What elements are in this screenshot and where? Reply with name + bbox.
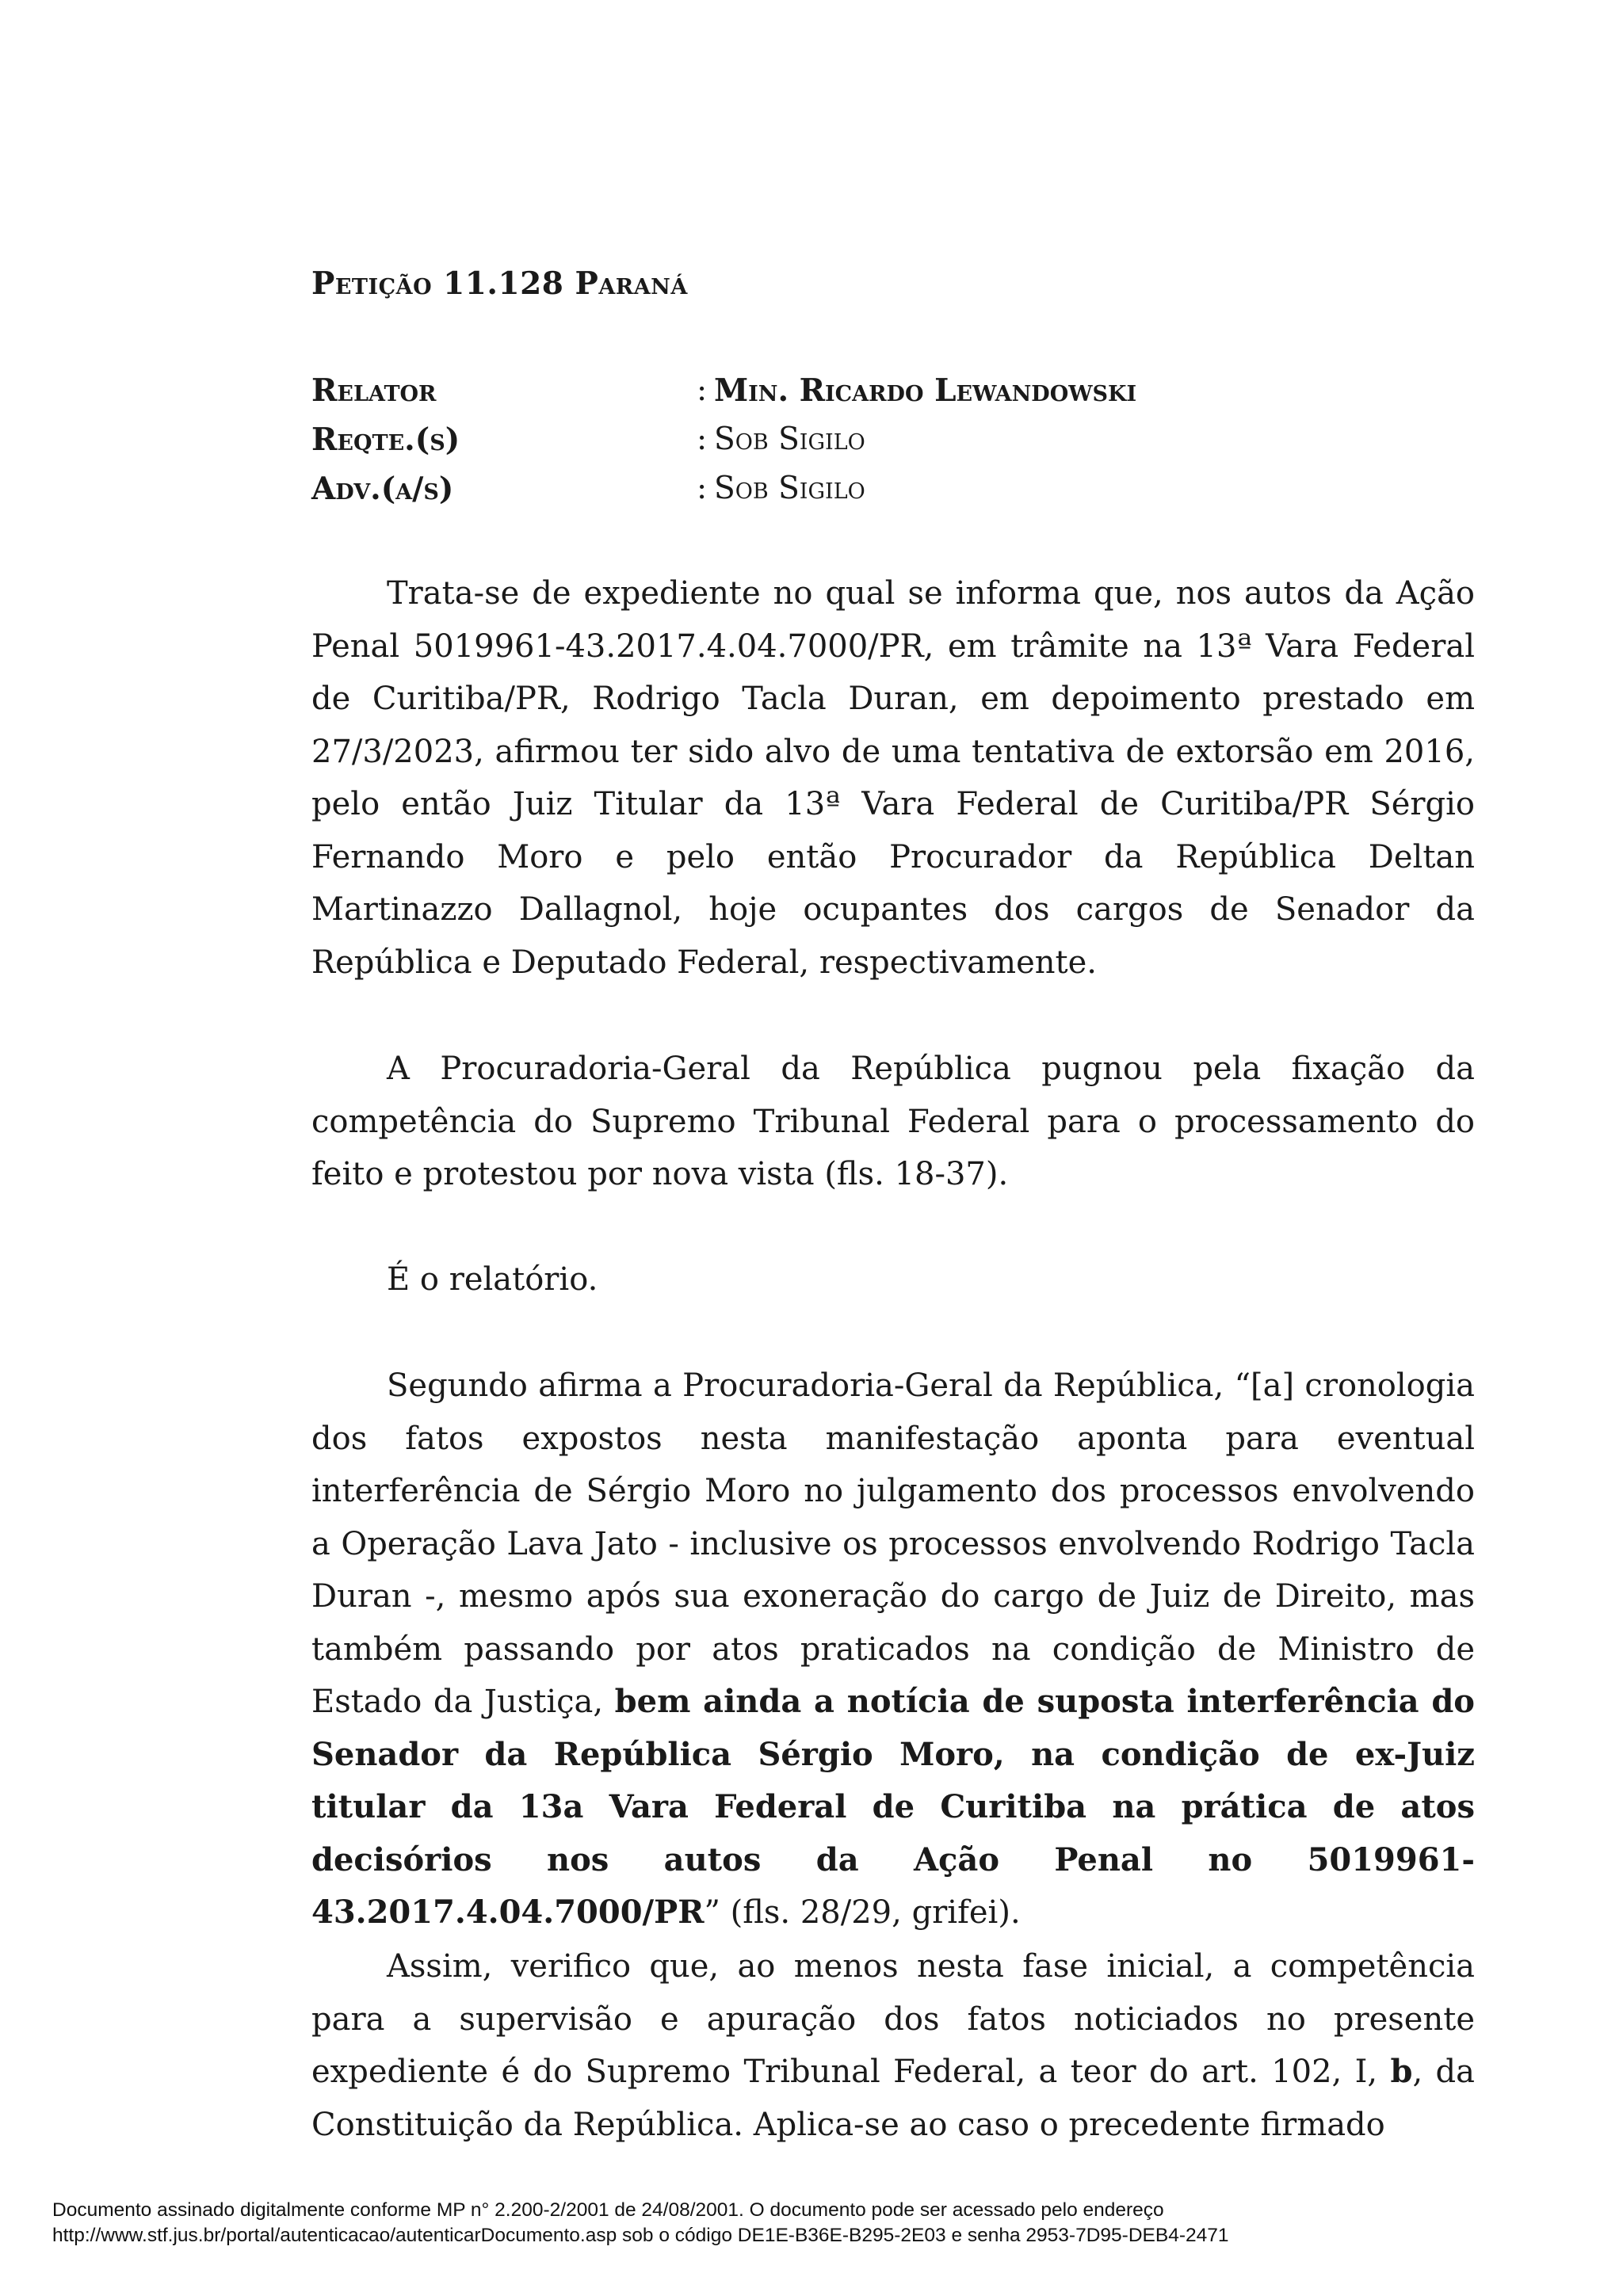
footer-line-2: http://www.stf.jus.br/portal/autenticacao/autenticarDocumento.asp sob o código DE1E-B36E-B295-2E03 e senha 2953-7D95-DEB4-2471 [52, 2225, 1229, 2246]
party-value: Min. Ricardo Lewandowski [714, 372, 1137, 409]
party-colon: : [697, 372, 708, 408]
competence-text-bold: b [1390, 2053, 1413, 2090]
party-row-advogado [311, 464, 1468, 513]
competence-text-start: Assim, verifico que, ao menos nesta fase inicial, a competência para a supervisão e apuração dos fatos noticiados no presente expediente é do Supremo Tribunal Federal, a teor do art. 102, I, [311, 1948, 1475, 2090]
page-title: Petição 11.128 Paraná [311, 265, 688, 302]
paragraph-summary: Trata-se de expediente no qual se informa que, nos autos da Ação Penal 5019961-43.2017.4.04.7000/PR, em trâmite na 13ª Vara Federal de Curitiba/PR, Rodrigo Tacla Duran, em depoimento prestado em 27/3/2023, afirmou ter sido alvo de uma tentativa de extorsão em 2016, pelo então Juiz Titular da 13ª Vara Federal de Curitiba/PR Sérgio Fernando Moro e pelo então Procurador da República Deltan Martinazzo Dallagnol, hoje ocupantes dos cargos de Senador da República e Deputado Federal, respectivamente. [311, 575, 1475, 981]
competence-text-end: , da Constituição da República. Aplica-se ao caso o precedente firmado [311, 2054, 1475, 2143]
party-colon: : [697, 471, 708, 506]
footer-line-1: Documento assinado digitalmente conforme MP n° 2.200-2/2001 de 24/08/2001. O documento pode ser acessado pelo endereço [52, 2199, 1164, 2221]
parties-block [311, 366, 1468, 513]
paragraph-competence [311, 1940, 1475, 2151]
party-row-requerente [311, 415, 1468, 464]
quote-text-start: Segundo afirma a Procuradoria-Geral da República, “[a] cronologia dos fatos expostos nesta manifestação aponta para eventual interferência de Sérgio Moro no julgamento dos processos envolvendo a Operação Lava Jato - inclusive os processos envolvendo Rodrigo Tacla Duran -, mesmo após sua exoneração do cargo de Juiz de Direito, mas também passando por atos praticados na condição de Ministro de Estado da Justiça, [311, 1367, 1475, 1720]
party-colon: : [697, 421, 708, 457]
party-label: Relator [311, 372, 437, 409]
party-label: Reqte.(s) [311, 421, 460, 458]
paragraph-relatorio: É o relatório. [387, 1261, 598, 1298]
paragraph-pgr-request: A Procuradoria-Geral da República pugnou pela fixação da competência do Supremo Tribunal Federal para o processamento do feito e protestou por nova vista (fls. 18-37). [311, 1051, 1475, 1192]
signature-footer [52, 2198, 1606, 2248]
paragraph-pgr-quote [311, 1360, 1475, 1939]
party-row-relator [311, 366, 1468, 415]
party-label: Adv.(a/s) [311, 471, 454, 507]
quote-text-end: ” (fls. 28/29, grifei). [704, 1894, 1021, 1931]
party-value: Sob Sigilo [714, 421, 865, 457]
quote-text-bold: bem ainda a notícia de suposta interferência do Senador da República Sérgio Moro, na condição de ex-Juiz titular da 13a Vara Federal de Curitiba na prática de atos decisórios nos autos da Ação Penal no 5019961-43.2017.4.04.7000/PR [311, 1683, 1475, 1931]
party-value: Sob Sigilo [714, 471, 865, 506]
